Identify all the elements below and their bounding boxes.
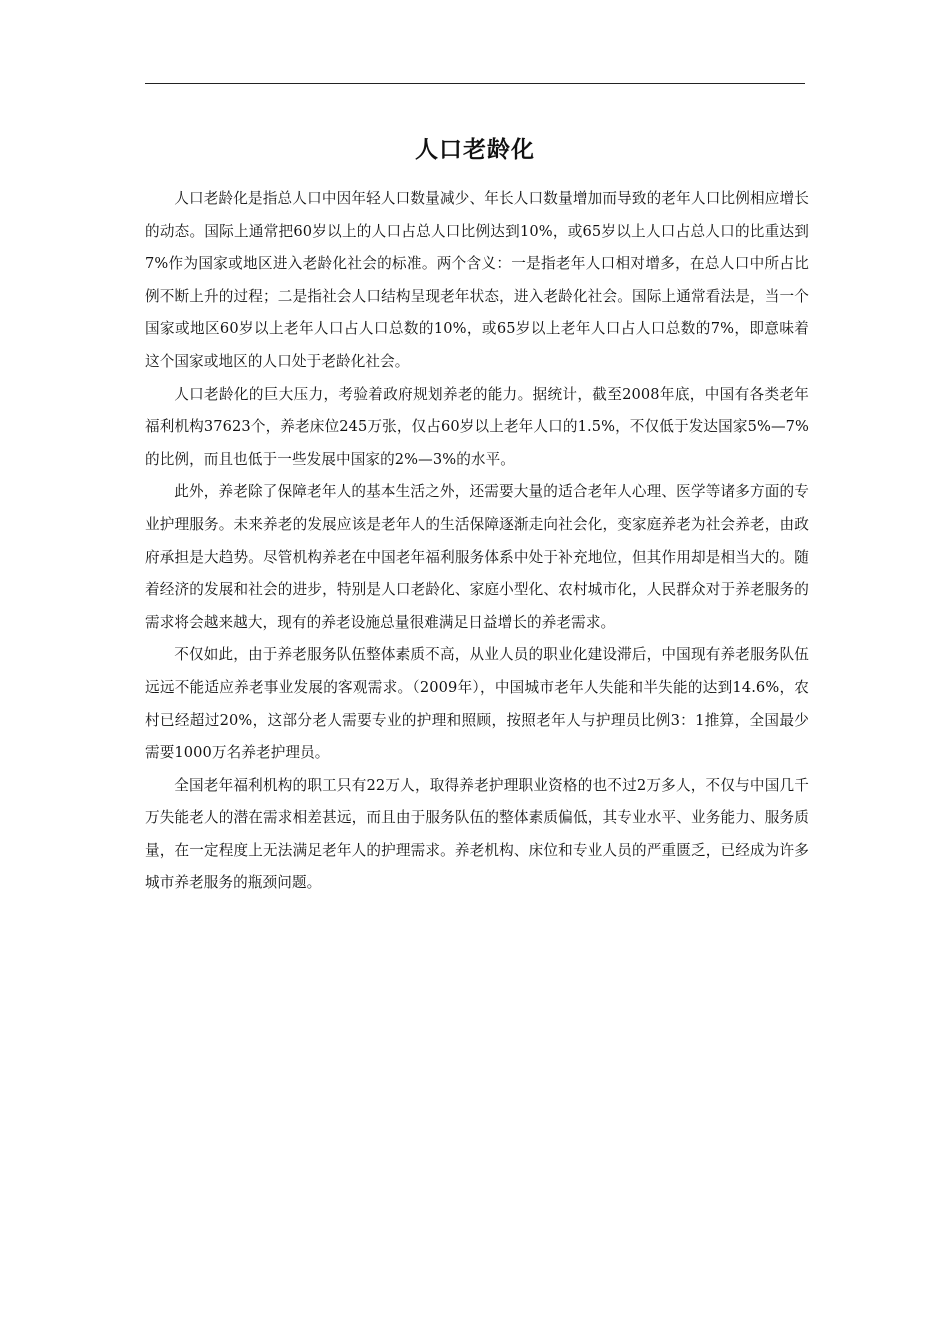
paragraph-1: 人口老龄化是指总人口中因年轻人口数量减少、年长人口数量增加而导致的老年人口比例相应增长的动态。国际上通常把60岁以上的人口占总人口比例达到10%，或65岁以上人口占总人口的比重达到7%作为国家或地区进入老龄化社会的标准。两个含义：一是指老年人口相对增多，在总人口中所占比例不断上升的过程；二是指社会人口结构呈现老年状态，进入老龄化社会。国际上通常看法是，当一个国家或地区60岁以上老年人口占人口总数的10%，或65岁以上老年人口占人口总数的7%，即意味着这个国家或地区的人口处于老龄化社会。 — [145, 190, 809, 370]
paragraph-5: 全国老年福利机构的职工只有22万人，取得养老护理职业资格的也不过2万多人，不仅与中国几千万失能老人的潜在需求相差甚远，而且由于服务队伍的整体素质偏低，其专业水平、业务能力、服务质量，在一定程度上无法满足老年人的护理需求。养老机构、床位和专业人员的严重匮乏，已经成为许多城市养老服务的瓶颈问题。 — [145, 776, 809, 892]
header-rule — [145, 83, 805, 84]
paragraph-4: 不仅如此，由于养老服务队伍整体素质不高，从业人员的职业化建设滞后，中国现有养老服务队伍远远不能适应养老事业发展的客观需求。（2009年），中国城市老年人失能和半失能的达到14.6%，农村已经超过20%，这部分老人需要专业的护理和照顾，按照老年人与护理员比例3：1推算，全国最少需要1000万名养老护理员。 — [145, 646, 809, 762]
paragraph-2: 人口老龄化的巨大压力，考验着政府规划养老的能力。据统计，截至2008年底，中国有各类老年福利机构37623个，养老床位245万张，仅占60岁以上老年人口的1.5%，不仅低于发达国家5%—7%的比例，而且也低于一些发展中国家的2%—3%的水平。 — [145, 385, 809, 468]
paragraph-3: 此外，养老除了保障老年人的基本生活之外，还需要大量的适合老年人心理、医学等诸多方面的专业护理服务。未来养老的发展应该是老年人的生活保障逐渐走向社会化，变家庭养老为社会养老，由政府承担是大趋势。尽管机构养老在中国老年福利服务体系中处于补充地位，但其作用却是相当大的。随着经济的发展和社会的进步，特别是人口老龄化、家庭小型化、农村城市化，人民群众对于养老服务的需求将会越来越大，现有的养老设施总量很难满足日益增长的养老需求。 — [145, 483, 809, 631]
document-body — [145, 183, 809, 900]
document-title: 人口老龄化 — [415, 137, 535, 163]
